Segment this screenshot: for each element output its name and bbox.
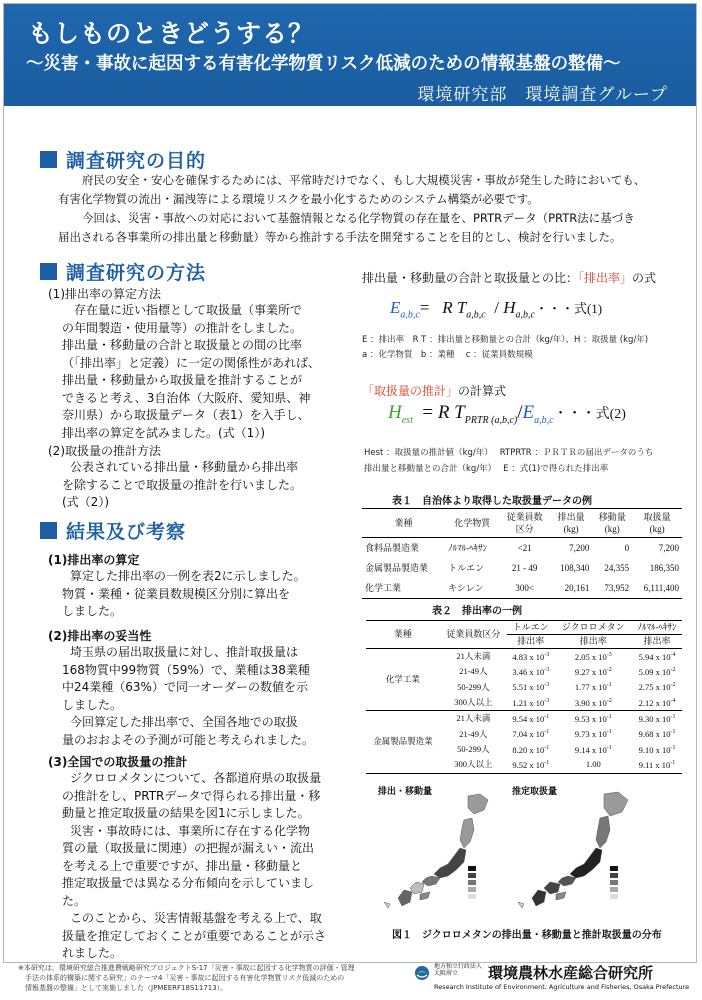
table2-rate-cell: 9.10 x $10^{-1}$ <box>638 744 676 755</box>
results-sub-1: (1)排出率の算定 <box>48 553 140 567</box>
section-title: 調査研究の方法 <box>66 262 207 284</box>
map-right-label: 推定取扱量 <box>512 787 558 797</box>
section-results-heading <box>40 517 186 544</box>
method-sub-1: (1)排出率の算定方法 <box>48 287 161 301</box>
table2-rate-cell: 8.20 x $10^{-1}$ <box>512 744 550 755</box>
table2-rate-cell: 9.11 x $10^{-1}$ <box>638 760 676 771</box>
table2-rate-cell: 9.53 x $10^{-1}$ <box>574 714 612 725</box>
table2-rate-cell: 9.52 x $10^{-1}$ <box>512 760 550 771</box>
table2-rate-cell: 9.54 x $10^{-1}$ <box>512 714 550 725</box>
equation2-legend-b: 排出量と移動量との合計（kg/年） E ：式(1)で得られた排出率 <box>364 464 609 474</box>
table2-size-cell: 50-299人 <box>457 681 490 692</box>
table2-caption: 表２ 排出率の一例 <box>432 606 522 617</box>
table1 <box>362 508 682 599</box>
table-row: 食料品製造業 ﾉﾙﾏﾙ-ﾍｷｻﾝ <21 7,200 0 7,200 <box>365 543 679 553</box>
table2-rate-cell: 2.12 x $10^{-4}$ <box>638 697 676 708</box>
square-bullet-icon <box>40 263 57 280</box>
table2-rate-cell: 2.75 x $10^{-2}$ <box>638 682 676 693</box>
method-sub-2: (2)取扱量の推計方法 <box>48 444 161 458</box>
org-name: 環境農林水産総合研究所 <box>488 964 654 982</box>
table-row: 金属製品製造業 トルエン 21 - 49 108,340 24,355 186,350 <box>365 563 679 573</box>
results-sub-2: (2)排出率の妥当性 <box>48 629 152 643</box>
table2-rate-cell: 3.46 x $10^{-3}$ <box>512 667 550 678</box>
map-legend <box>468 866 476 899</box>
table1-header: 業種 <box>362 509 445 538</box>
purpose-line-1: 府民の安全・安心を確保するためには、平常時だけでなく、もし大規模災害・事故が発生した時においても、 <box>82 173 646 187</box>
equation2-label: 「取扱量の推計」の計算式 <box>362 384 507 398</box>
map-emission-transfer <box>376 790 516 915</box>
institute-logo-icon <box>414 965 430 981</box>
results-body-2: 埼玉県の届出取扱量に対し、推計取扱量は 168物質中99物質（59%）で、業種は38業種 中24業種（63%）で同一オーダーの数値を示 しました。 今回算定した排出率で、全国各地での取扱 量のおおよその予測が可能と考えられました。 <box>62 645 315 747</box>
table-row <box>366 711 682 727</box>
poster-title: もしものときどうする？ <box>28 19 315 48</box>
figure-caption: 図１ ジクロロメタンの排出量・移動量と推計取扱量の分布 <box>392 930 662 941</box>
table2-industry-cell: 化学工業 <box>385 673 420 684</box>
table1-header: 化学物質 <box>445 509 499 538</box>
map-legend <box>610 866 618 899</box>
results-body-3: ジクロロメタンについて、各都道府県の取扱量 の推計をし、PRTRデータで得られる排出量・移 動量と推定取扱量の結果を図1に示しました。 災害・事故時には、事業所に存在する化学物 質の量（取扱量に関連）の把握が漏えい・流出 を考える上で重要ですが、排出量・移動量と 推定取扱量では異なる分布傾向を示していまし た。 このことから、災害情報基盤を考える上で、取 扱量を推定しておくことが重要であることが示さ れました。 <box>62 771 327 960</box>
poster-header <box>4 4 696 106</box>
table2-rate-cell: 4.83 x $10^{-3}$ <box>512 651 550 662</box>
org-name-english: Research Institute of Environment, Agriculture and Fisheries, Osaka Prefecture <box>434 983 690 991</box>
equation-2: $H_{est} = R$ $T_{PRTR (a,b,c)}/E_{a,b,c}$・・・式(2) <box>388 402 626 426</box>
table2-rate-cell: 1.00 <box>585 759 601 770</box>
table2-rate-cell: 1.77 x $10^{-1}$ <box>574 682 612 693</box>
table2-rate-cell: 5.51 x $10^{-3}$ <box>512 682 550 693</box>
institute-logo <box>414 962 694 996</box>
table2-rate-cell: 5.09 x $10^{-2}$ <box>638 667 676 678</box>
table2-header-rate: 排出率 <box>554 635 632 649</box>
equation2-legend-a: Hest ：取扱量の推計値（kg/年） RTPRTR ：ＰＲＴＲの届出データのうち <box>364 448 654 458</box>
table2-rate-cell: 9.27 x $10^{-2}$ <box>574 667 612 678</box>
table2-rate-cell: 5.94 x $10^{-4}$ <box>638 651 676 662</box>
table2 <box>366 620 682 774</box>
table1-header: 排出量 (kg) <box>550 509 592 538</box>
equation1-legend-a: E ：排出率 R T ：排出量と移動量との合計（kg/年）、H ：取扱量 (kg/年) <box>362 335 649 345</box>
purpose-line-2: 有害化学物質の流出・漏洩等による環境リスクを最小化するためのシステム構築が必要です。 <box>58 192 539 206</box>
results-sub-3: (3)全国での取扱量の推計 <box>48 755 188 769</box>
results-body-1: 算定した排出率の一例を表2に示しました。 物質・業種・従業員数規模区分別に算出を しました。 <box>62 569 306 618</box>
table1-header: 取扱量 (kg) <box>632 509 682 538</box>
table2-size-cell: 300人以上 <box>454 696 493 707</box>
section-title: 調査研究の目的 <box>66 150 207 172</box>
table2-size-cell: 300人以上 <box>454 759 493 770</box>
funding-note: ※本研究は、環境研究総合推進費戦略研究プロジェクトS-17「災害・事故に起因する化学物質の評価・管理 手法の体系的構築に関する研究」のテーマ4「災害・事故に起因する有害化学物質リスク低減のための 情報基盤の整備」として実施しました（JPMEERF18S11713）。 <box>18 964 355 992</box>
table2-header-industry: 業種 <box>366 621 440 649</box>
table2-size-cell: 50-299人 <box>457 743 490 754</box>
org-type: 地方独立行政法人 大阪府立 <box>434 963 483 977</box>
section-purpose-heading <box>40 146 206 173</box>
table2-header-size: 従業員数区分 <box>440 621 507 649</box>
table2-rate-cell: 3.90 x $10^{-2}$ <box>574 697 612 708</box>
method-body-2: 公表されている排出量・移動量から排出率 を除することで取扱量の推計を行いました。 (式（2）) <box>62 460 303 509</box>
table1-caption: 表１ 自治体より取得した取扱量データの例 <box>392 496 592 507</box>
equation1-label: 排出量・移動量の合計と取扱量との比：「排出率」の式 <box>362 271 657 285</box>
equation1-legend-b: a ：化学物質 b ：業種 c ：従業員数規模 <box>362 350 533 360</box>
table1-header: 移動量 (kg) <box>592 509 632 538</box>
section-title: 結果及び考察 <box>66 521 187 543</box>
table2-header-rate: 排出率 <box>507 635 554 649</box>
purpose-line-4: 届出される各事業所の排出量と移動量）等から推計する手法を開発することを目的とし、検討を行いました。 <box>58 230 622 244</box>
table2-rate-cell: 9.73 x $10^{-1}$ <box>574 729 612 740</box>
map-estimated-handling <box>510 790 660 915</box>
table2-rate-cell: 9.68 x $10^{-1}$ <box>638 729 676 740</box>
table2-size-cell: 21-49人 <box>459 666 488 677</box>
square-bullet-icon <box>40 151 57 168</box>
table2-industry-cell: 金属製品製造業 <box>373 736 433 747</box>
table2-header-substance: ﾉﾙﾏﾙ-ﾍｷｻﾝ <box>637 622 677 632</box>
table2-rate-cell: 9.30 x $10^{-1}$ <box>638 714 676 725</box>
table2-rate-cell: 9.14 x $10^{-1}$ <box>574 744 612 755</box>
map-left-label: 排出・移動量 <box>378 787 433 797</box>
poster-subtitle: ～災害・事故に起因する有害化学物質リスク低減のための情報基盤の整備～ <box>26 54 621 74</box>
table-row: 化学工業 キシレン 300< 20,161 73,952 6,111,400 <box>365 583 679 593</box>
equation-1: $E_{a,b,c}= R$ $T_{a,b,c} / H_{a,b,c}$・・・式(1) <box>390 298 603 321</box>
table2-size-cell: 21-49人 <box>459 728 488 739</box>
table2-header-substance: トルエン <box>512 622 549 632</box>
table2-header-rate: 排出率 <box>632 635 682 649</box>
table1-header: 従業員数 区分 <box>499 509 550 538</box>
table2-rate-cell: 2.05 x $10^{-3}$ <box>574 651 612 662</box>
department: 環境研究部 環境調査グループ <box>417 85 668 105</box>
purpose-line-3: 今回は、災害・事故への対応において基盤情報となる化学物質の存在量を、PRTRデータ（PRTR法に基づき <box>82 211 635 225</box>
square-bullet-icon <box>40 522 57 539</box>
table2-rate-cell: 7.04 x $10^{-1}$ <box>512 729 550 740</box>
table2-size-cell: 21人未満 <box>456 713 491 724</box>
table2-header-substance: ジクロロメタン <box>561 622 625 632</box>
table2-size-cell: 21人未満 <box>456 650 491 661</box>
section-method-heading <box>40 258 206 285</box>
table2-rate-cell: 1.21 x $10^{-3}$ <box>512 697 550 708</box>
method-body-1: 存在量に近い指標として取扱量（事業所で の年間製造・使用量等）の推計をしました。 排出量・移動量の合計と取扱量との間の比率 （「排出率」と定義）に一定の関係性があれば、 排出量・移動量から取扱量を推計することが できると考え、3自治体（大阪府、愛知県、神 奈川県）から取扱量データ（表1）を入手し、 排出率の算定を試みました。(式（1）) <box>62 303 321 440</box>
table-row <box>366 649 682 665</box>
